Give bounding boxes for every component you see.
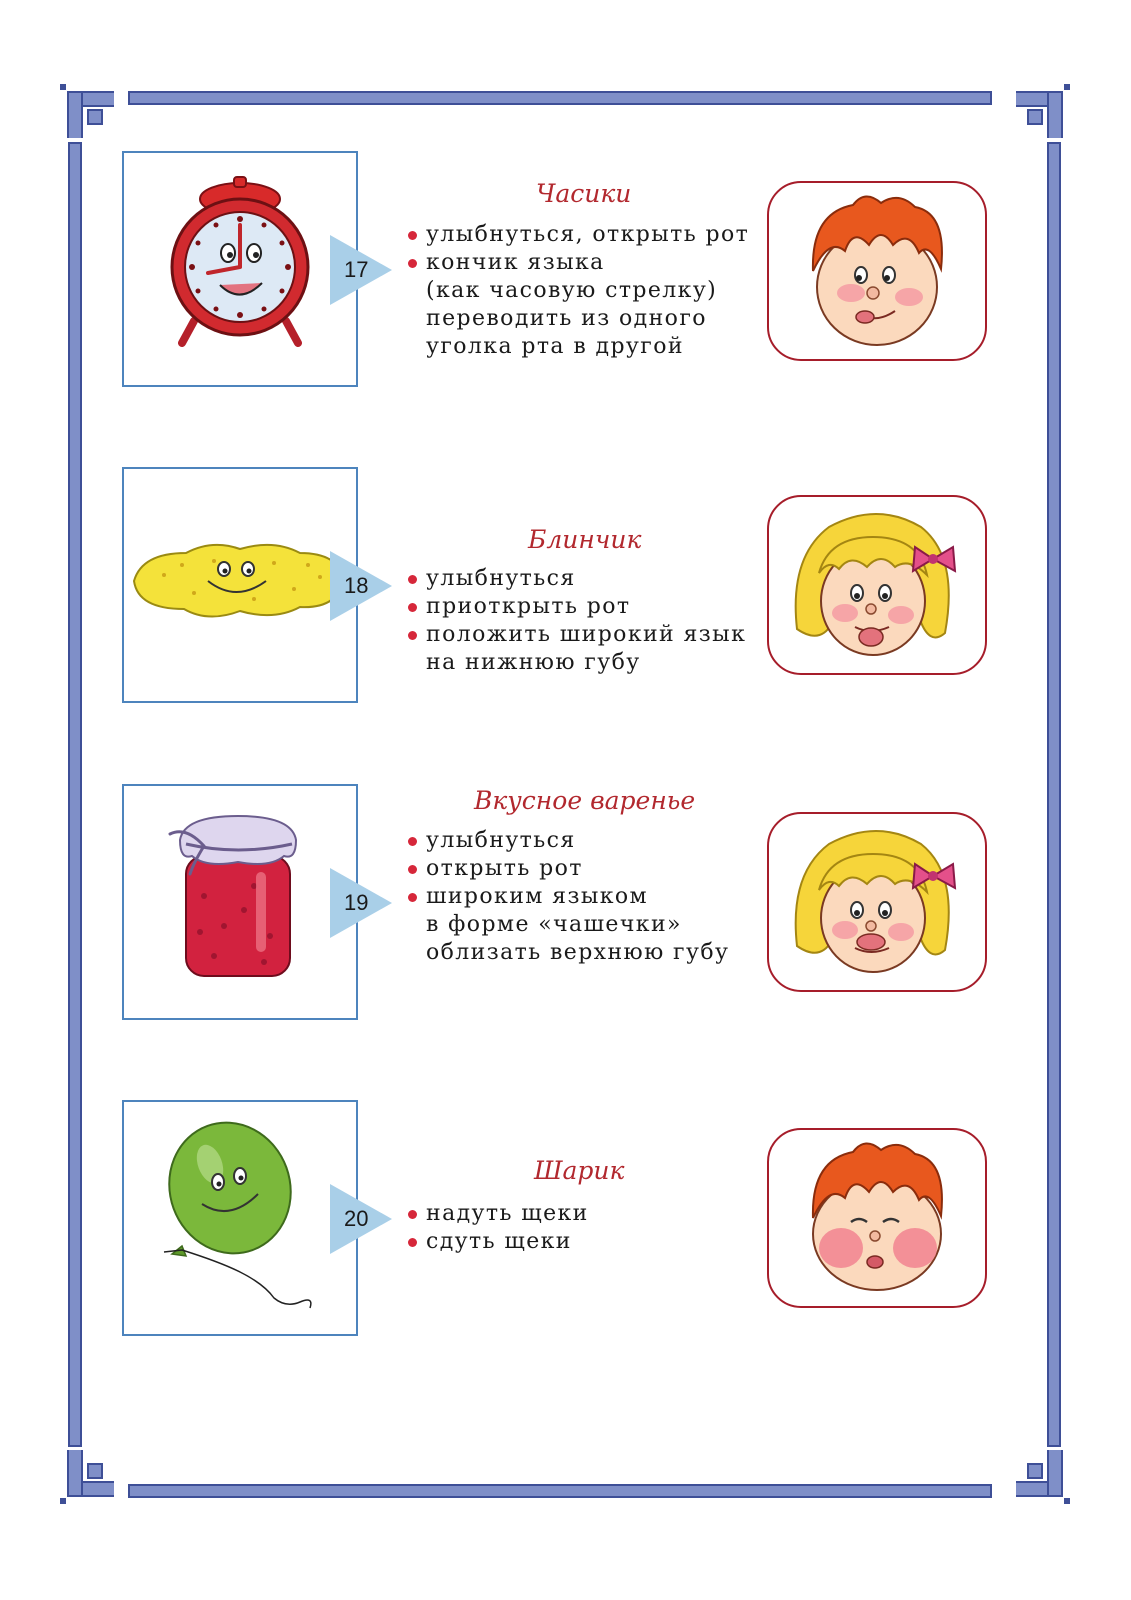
exercise-17 bbox=[0, 151, 1131, 391]
exercise-number-badge bbox=[330, 235, 392, 305]
exercise-number-badge bbox=[330, 551, 392, 621]
step-item: улыбнуться bbox=[408, 565, 746, 593]
frame-corner-ornament bbox=[58, 1450, 114, 1506]
bullet-icon bbox=[408, 603, 417, 612]
exercise-number: 19 bbox=[344, 890, 369, 915]
exercise-18 bbox=[0, 467, 1131, 707]
frame-bottom-border bbox=[128, 1484, 992, 1498]
bullet-icon bbox=[408, 231, 417, 240]
step-item: надуть щеки bbox=[408, 1200, 589, 1228]
bullet-icon bbox=[408, 631, 417, 640]
frame-corner-ornament bbox=[58, 82, 114, 138]
exercise-steps bbox=[408, 1200, 589, 1256]
exercise-number: 17 bbox=[344, 257, 369, 282]
exercise-number-badge bbox=[330, 1184, 392, 1254]
face-picture-frame bbox=[767, 812, 987, 992]
step-item: открыть рот bbox=[408, 855, 729, 883]
red-haired-boy-tongue-side-icon bbox=[769, 183, 985, 359]
exercise-title: Шарик bbox=[534, 1156, 625, 1185]
jam-jar-icon bbox=[124, 786, 356, 1018]
exercise-title: Блинчик bbox=[528, 525, 642, 554]
bullet-icon bbox=[408, 575, 417, 584]
step-item: приоткрыть рот bbox=[408, 593, 746, 621]
frame-top-border bbox=[128, 91, 992, 105]
alarm-clock-icon bbox=[124, 153, 356, 385]
exercise-picture-frame bbox=[122, 784, 358, 1020]
exercise-picture-frame bbox=[122, 1100, 358, 1336]
bullet-icon bbox=[408, 1210, 417, 1219]
balloon-icon bbox=[124, 1102, 356, 1334]
exercise-20 bbox=[0, 1100, 1131, 1340]
step-item: положить широкий язык на нижнюю губу bbox=[408, 621, 746, 677]
bullet-icon bbox=[408, 259, 417, 268]
exercise-number-badge bbox=[330, 868, 392, 938]
face-picture-frame bbox=[767, 1128, 987, 1308]
step-item: кончик языка (как часовую стрелку) переводить из одного уголка рта в другой bbox=[408, 249, 749, 361]
pancake-icon bbox=[124, 469, 356, 701]
bullet-icon bbox=[408, 893, 417, 902]
exercise-number: 20 bbox=[344, 1206, 369, 1231]
red-haired-boy-puffed-cheeks-icon bbox=[769, 1130, 985, 1306]
exercise-steps bbox=[408, 827, 729, 967]
step-item: улыбнуться, открыть рот bbox=[408, 221, 749, 249]
exercise-19 bbox=[0, 784, 1131, 1024]
face-picture-frame bbox=[767, 181, 987, 361]
blonde-girl-licking-lip-icon bbox=[769, 814, 985, 990]
face-picture-frame bbox=[767, 495, 987, 675]
step-item: широким языком в форме «чашечки» облизать верхнюю губу bbox=[408, 883, 729, 967]
bullet-icon bbox=[408, 1238, 417, 1247]
blonde-girl-tongue-out-icon bbox=[769, 497, 985, 673]
exercise-title: Часики bbox=[536, 179, 632, 208]
bullet-icon bbox=[408, 837, 417, 846]
step-item: улыбнуться bbox=[408, 827, 729, 855]
exercise-picture-frame bbox=[122, 151, 358, 387]
frame-corner-ornament bbox=[1016, 82, 1072, 138]
exercise-steps bbox=[408, 221, 749, 361]
bullet-icon bbox=[408, 865, 417, 874]
exercise-number: 18 bbox=[344, 573, 369, 598]
exercise-steps bbox=[408, 565, 746, 677]
exercise-picture-frame bbox=[122, 467, 358, 703]
frame-corner-ornament bbox=[1016, 1450, 1072, 1506]
exercise-title: Вкусное варенье bbox=[474, 786, 696, 815]
step-item: сдуть щеки bbox=[408, 1228, 589, 1256]
